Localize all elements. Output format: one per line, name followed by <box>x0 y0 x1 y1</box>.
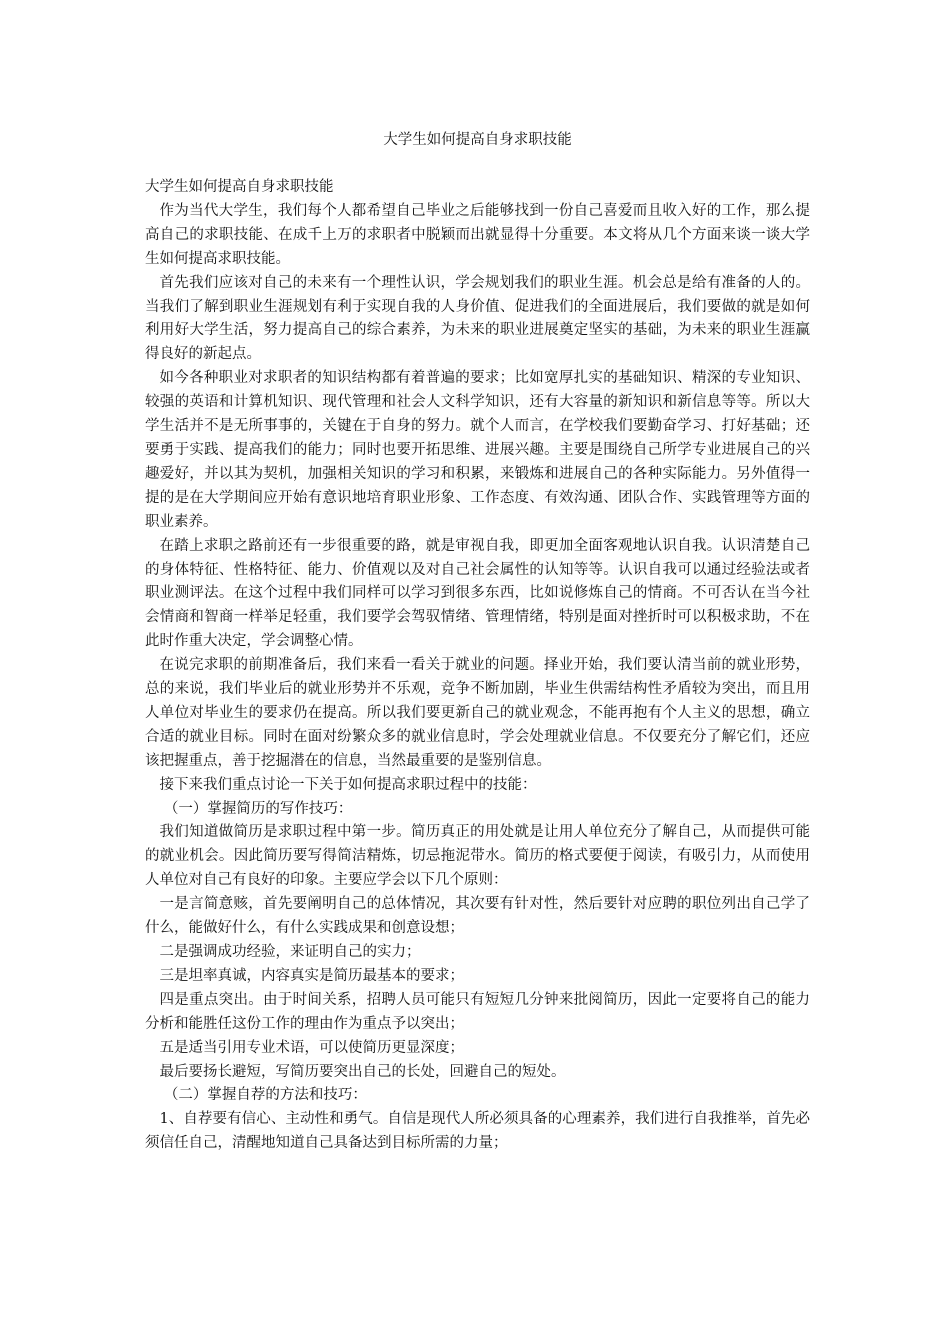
paragraph-resume-principle-1: 一是言简意赅，首先要阐明自己的总体情况，其次要有针对性，然后要针对应聘的职位列出自己学了什么，能做好什么，有什么实践成果和创意设想； <box>145 896 810 937</box>
section-heading-self-recommendation: （二）掌握自荐的方法和技巧： <box>163 1087 367 1104</box>
section-heading-resume: （一）掌握简历的写作技巧： <box>163 800 353 817</box>
paragraph-resume-principle-4: 四是重点突出。由于时间关系，招聘人员可能只有短短几分钟来批阅简历，因此一定要将自己的能力分析和能胜任这份工作的理由作为重点予以突出； <box>145 991 810 1032</box>
document-body <box>145 176 810 1156</box>
paragraph-knowledge-requirements: 如今各种职业对求职者的知识结构都有着普遍的要求；比如宽厚扎实的基础知识、精深的专业知识、较强的英语和计算机知识、现代管理和社会人文科学知识，还有大容量的新知识和新信息等等。所以大学生活并不是无所事事的，关键在于自身的努力。就个人而言，在学校我们要勤奋学习、打好基础；还要勇于实践、提高我们的能力；同时也要开拓思维、进展兴趣。主要是围绕自己所学专业进展自己的兴趣爱好，并以其为契机，加强相关知识的学习和积累，来锻炼和进展自己的各种实际能力。另外值得一提的是在大学期间应开始有意识地培育职业形象、工作态度、有效沟通、团队合作、实践管理等方面的职业素养。 <box>145 370 810 530</box>
paragraph-career-planning: 首先我们应该对自己的未来有一个理性认识，学会规划我们的职业生涯。机会总是给有准备的人的。当我们了解到职业生涯规划有利于实现自我的人身价值、促进我们的全面进展后，我们要做的就是如何利用好大学生活，努力提高自己的综合素养，为未来的职业进展奠定坚实的基础，为未来的职业生涯赢得良好的新起点。 <box>145 274 810 363</box>
paragraph-employment-situation: 在说完求职的前期准备后，我们来看一看关于就业的问题。择业开始，我们要认清当前的就业形势，总的来说，我们毕业后的就业形势并不乐观，竞争不断加剧，毕业生供需结构性矛盾较为突出，而且用人单位对毕业生的要求仍在提高。所以我们要更新自己的就业观念，不能再抱有个人主义的思想，确立合适的就业目标。同时在面对纷繁众多的就业信息时，学会处理就业信息。不仅要充分了解它们，还应该把握重点，善于挖掘潜在的信息，当然最重要的是鉴别信息。 <box>145 657 810 769</box>
paragraph-resume-intro: 我们知道做简历是求职过程中第一步。简历真正的用处就是让用人单位充分了解自己，从而提供可能的就业机会。因此简历要写得简洁精炼，切忌拖泥带水。简历的格式要便于阅读，有吸引力，从而使用人单位对自己有良好的印象。主要应学会以下几个原则： <box>145 824 810 889</box>
document-page <box>145 0 810 1344</box>
paragraph-resume-principle-last: 最后要扬长避短，写简历要突出自己的长处，回避自己的短处。 <box>159 1063 566 1080</box>
paragraph-resume-principle-3: 三是坦率真诚，内容真实是简历最基本的要求； <box>159 967 464 984</box>
paragraph-self-recommendation-1: 1、自荐要有信心、主动性和勇气。自信是现代人所必须具备的心理素养，我们进行自我推举，首先必须信任自己，清醒地知道自己具备达到目标所需的力量； <box>145 1111 810 1152</box>
paragraph-resume-principle-5: 五是适当引用专业术语，可以使简历更显深度； <box>159 1039 464 1056</box>
document-title: 大学生如何提高自身求职技能 <box>383 132 572 148</box>
document-heading: 大学生如何提高自身求职技能 <box>145 179 334 195</box>
paragraph-intro: 作为当代大学生，我们每个人都希望自己毕业之后能够找到一份自己喜爱而且收入好的工作，那么提高自己的求职技能、在成千上万的求职者中脱颖而出就显得十分重要。本文将从几个方面来谈一谈大学生如何提高求职技能。 <box>145 202 810 267</box>
paragraph-self-assessment: 在踏上求职之路前还有一步很重要的路，就是审视自我，即更加全面客观地认识自我。认识清楚自己的身体特征、性格特征、能力、价值观以及对自己社会属性的认知等等。认识自我可以通过经验法或者职业测评法。在这个过程中我们同样可以学习到很多东西，比如说修炼自己的情商。不可否认在当今社会情商和智商一样举足轻重，我们要学会驾驭情绪、管理情绪，特别是面对挫折时可以积极求助，不在此时作重大决定，学会调整心情。 <box>145 537 810 650</box>
paragraph-transition: 接下来我们重点讨论一下关于如何提高求职过程中的技能： <box>159 776 537 793</box>
paragraph-resume-principle-2: 二是强调成功经验，来证明自己的实力； <box>159 944 421 960</box>
